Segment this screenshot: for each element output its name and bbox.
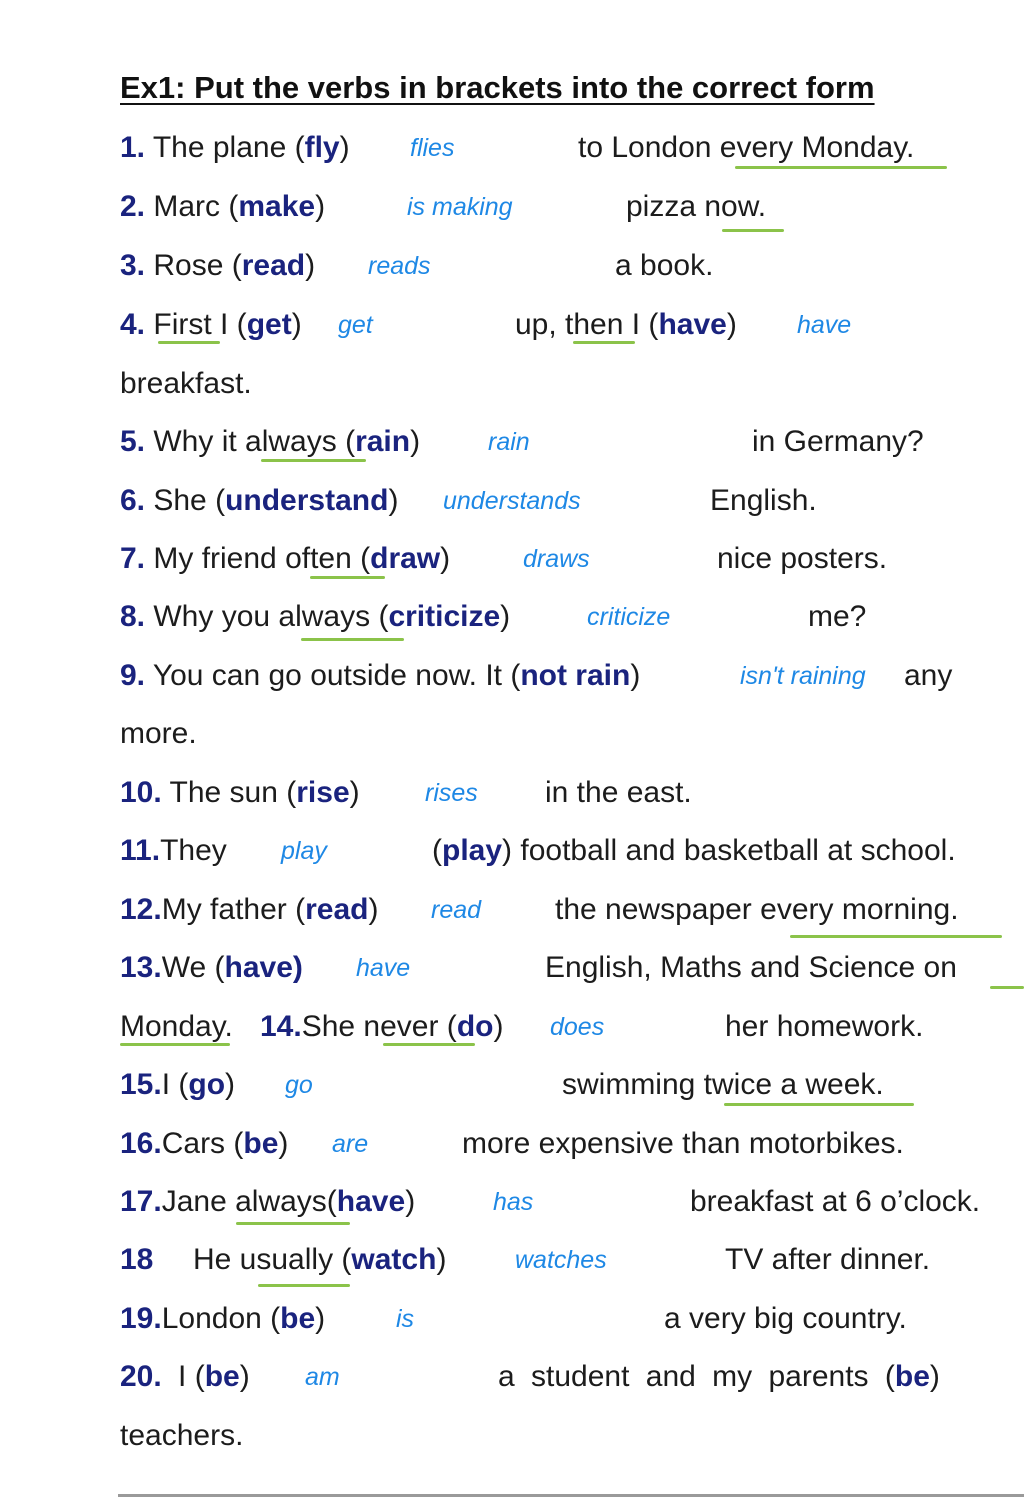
sentence-end: football and basketball at school. (512, 834, 956, 867)
bracket-close: ) (315, 190, 326, 223)
answer-text: does (550, 1013, 605, 1041)
sentence-end: a book. (615, 249, 714, 282)
exercise-line-14 (120, 1007, 1024, 1047)
bracket-close: ) (410, 425, 421, 458)
sentence-end: English. (710, 484, 817, 517)
bracket-close-2: ) (726, 308, 737, 341)
highlight-underline (301, 638, 404, 641)
answer-text: is making (407, 193, 513, 221)
exercise-line-4-cont (120, 364, 1024, 404)
bracket-close: ) (436, 1243, 447, 1276)
sentence-middle: a student and my parents ( (498, 1360, 895, 1393)
answer-text: am (305, 1363, 340, 1391)
item-number: 4. (120, 308, 146, 341)
sentence-continuation: Monday. (120, 1010, 233, 1043)
verb-prompt-2: have (658, 308, 727, 341)
sentence-end: in the east. (545, 776, 692, 809)
exercise-line-3 (120, 246, 1024, 286)
item-number: 14. (260, 1010, 302, 1043)
sentence-end: in Germany? (752, 425, 924, 458)
verb-prompt-2: be (894, 1360, 930, 1393)
exercise-line-20-cont (120, 1416, 1024, 1456)
item-number: 16. (120, 1127, 162, 1160)
answer-text: watches (515, 1246, 607, 1274)
bracket-close: ) (339, 131, 350, 164)
bracket-close: ) (368, 893, 379, 926)
item-number: 7. (120, 542, 146, 575)
answer-text: rises (425, 779, 478, 807)
bracket-close: ) (291, 308, 302, 341)
exercise-line-6 (120, 481, 1024, 521)
bracket-close: ) (278, 1127, 289, 1160)
bracket-close: ) (305, 249, 316, 282)
verb-prompt: be (204, 1360, 240, 1393)
exercise-line-4 (120, 305, 1024, 345)
item-text: Jane always( (161, 1185, 337, 1218)
sentence-continuation: teachers. (120, 1419, 244, 1452)
answer-text: criticize (587, 603, 671, 631)
highlight-underline (236, 1222, 350, 1225)
bracket-close: ) (493, 1010, 504, 1043)
verb-prompt: draw (370, 542, 441, 575)
answer-text: go (285, 1071, 313, 1099)
bracket-close-2: ) (929, 1360, 940, 1393)
verb-prompt: not rain (520, 659, 631, 692)
answer-text-2: have (797, 311, 852, 339)
sentence-end: swimming twice a week. (562, 1068, 884, 1101)
item-text: Why you always ( (145, 600, 389, 633)
item-number: 9. (120, 659, 146, 692)
item-text: He usually ( (193, 1243, 352, 1276)
sentence-end: English, Maths and Science on (545, 951, 957, 984)
sentence-continuation: more. (120, 717, 197, 750)
bracket-close: ) (388, 484, 399, 517)
verb-prompt: understand (225, 484, 389, 517)
sentence-end: breakfast at 6 o’clock. (690, 1185, 981, 1218)
sentence-end: a very big country. (664, 1302, 907, 1335)
answer-text: draws (523, 545, 590, 573)
exercise-line-8 (120, 597, 1024, 637)
item-text: They (160, 834, 227, 867)
verb-prompt: watch (351, 1243, 437, 1276)
bracket-close: ) (630, 659, 641, 692)
item-text: London ( (161, 1302, 281, 1335)
answer-text: are (332, 1130, 369, 1158)
verb-prompt: do (456, 1010, 494, 1043)
exercise-line-20 (120, 1357, 1024, 1397)
item-number: 3. (120, 249, 146, 282)
verb-prompt: play (442, 834, 503, 867)
sentence-end: the newspaper every morning. (555, 893, 959, 926)
item-number: 10. (120, 776, 162, 809)
item-text: Marc ( (145, 190, 239, 223)
highlight-underline (261, 459, 366, 462)
item-number: 11. (120, 834, 161, 867)
exercise-line-16 (120, 1124, 1024, 1164)
verb-prompt: be (243, 1127, 279, 1160)
sentence-end: me? (808, 600, 867, 633)
bracket-close: ) (239, 1360, 250, 1393)
answer-text: rain (488, 428, 530, 456)
answer-text: is (396, 1305, 415, 1333)
exercise-line-13 (120, 948, 1024, 988)
bracket-close: ) (349, 776, 360, 809)
item-text: I ( (161, 1068, 189, 1101)
highlight-underline (990, 986, 1024, 989)
highlight-underline (158, 341, 220, 344)
highlight-underline (258, 1284, 350, 1287)
sentence-end: her homework. (725, 1010, 924, 1043)
item-number: 2. (120, 190, 146, 223)
exercise-title: Ex1: Put the verbs in brackets into the correct form (120, 70, 875, 105)
highlight-underline (383, 1043, 475, 1046)
answer-text: play (281, 837, 327, 865)
item-number: 15. (120, 1068, 162, 1101)
verb-prompt: rain (355, 425, 411, 458)
exercise-line-19 (120, 1299, 1024, 1339)
item-text: Why it always ( (145, 425, 356, 458)
item-text: The plane ( (145, 131, 305, 164)
sentence-end: to London every Monday. (578, 131, 915, 164)
item-text: My father ( (161, 893, 306, 926)
item-number: 20. (120, 1360, 162, 1393)
verb-prompt: go (188, 1068, 226, 1101)
highlight-underline (724, 1103, 914, 1106)
exercise-line-12 (120, 890, 1024, 930)
answer-text: have (356, 954, 411, 982)
verb-prompt: make (238, 190, 316, 223)
item-number: 1. (120, 131, 146, 164)
item-number: 5. (120, 425, 146, 458)
exercise-line-10 (120, 773, 1024, 813)
bracket-close: ) (440, 542, 451, 575)
verb-prompt: fly (304, 131, 340, 164)
highlight-underline (790, 935, 1002, 938)
bracket-open: ( (432, 834, 442, 867)
exercise-line-7 (120, 539, 1024, 579)
verb-prompt: criticize (388, 600, 501, 633)
verb-prompt: read (241, 249, 306, 282)
highlight-underline (735, 166, 947, 169)
item-number: 12. (120, 893, 162, 926)
answer-text: reads (368, 252, 431, 280)
item-number: 19. (120, 1302, 162, 1335)
answer-text: read (431, 896, 482, 924)
verb-prompt: read (305, 893, 369, 926)
answer-text: isn't raining (740, 662, 866, 690)
answer-text: flies (410, 134, 455, 162)
sentence-middle: up, then I ( (515, 308, 659, 341)
item-number: 17. (120, 1185, 162, 1218)
exercise-line-18 (120, 1240, 1024, 1280)
item-number: 8. (120, 600, 146, 633)
bracket-close: ) (502, 834, 513, 867)
bracket-close: ) (315, 1302, 326, 1335)
verb-prompt: have (224, 951, 293, 984)
exercise-line-11 (120, 831, 1024, 871)
exercise-line-15 (120, 1065, 1024, 1105)
answer-text: has (493, 1188, 534, 1216)
verb-prompt: rise (296, 776, 350, 809)
sentence-end: any (904, 659, 953, 692)
sentence-end: more expensive than motorbikes. (462, 1127, 904, 1160)
exercise-line-9-cont (120, 714, 1024, 754)
verb-prompt: be (280, 1302, 316, 1335)
exercise-line-17 (120, 1182, 1024, 1222)
answer-text: get (338, 311, 373, 339)
bracket-close: ) (225, 1068, 236, 1101)
exercise-line-5 (120, 422, 1024, 462)
verb-prompt: get (246, 308, 292, 341)
item-text: She never ( (301, 1010, 457, 1043)
item-text: First I ( (145, 308, 247, 341)
sentence-end: pizza now. (626, 190, 767, 223)
sentence-end: nice posters. (717, 542, 888, 575)
bracket-close: ) (405, 1185, 416, 1218)
item-text: Rose ( (145, 249, 242, 282)
item-number: 6. (120, 484, 146, 517)
item-text: I ( (169, 1360, 205, 1393)
bracket-close: ) (500, 600, 511, 633)
item-text: My friend often ( (145, 542, 371, 575)
exercise-line-9 (120, 656, 1024, 696)
highlight-underline (120, 1043, 230, 1046)
sentence-continuation: breakfast. (120, 367, 252, 400)
item-text: The sun ( (161, 776, 297, 809)
highlight-underline (310, 576, 385, 579)
bracket-close: ) (292, 951, 303, 984)
exercise-line-2 (120, 187, 1024, 227)
highlight-underline (722, 229, 784, 232)
highlight-underline (573, 341, 635, 344)
item-number: 18 (120, 1243, 154, 1276)
verb-prompt: have (336, 1185, 406, 1218)
sentence-end: TV after dinner. (725, 1243, 931, 1276)
item-text: You can go outside now. It ( (145, 659, 521, 692)
item-text: We ( (161, 951, 225, 984)
answer-text: understands (443, 487, 581, 515)
bottom-divider (118, 1494, 1024, 1497)
exercise-line-1 (120, 128, 1024, 168)
item-text: Cars ( (161, 1127, 244, 1160)
item-text: She ( (145, 484, 226, 517)
item-number: 13. (120, 951, 162, 984)
